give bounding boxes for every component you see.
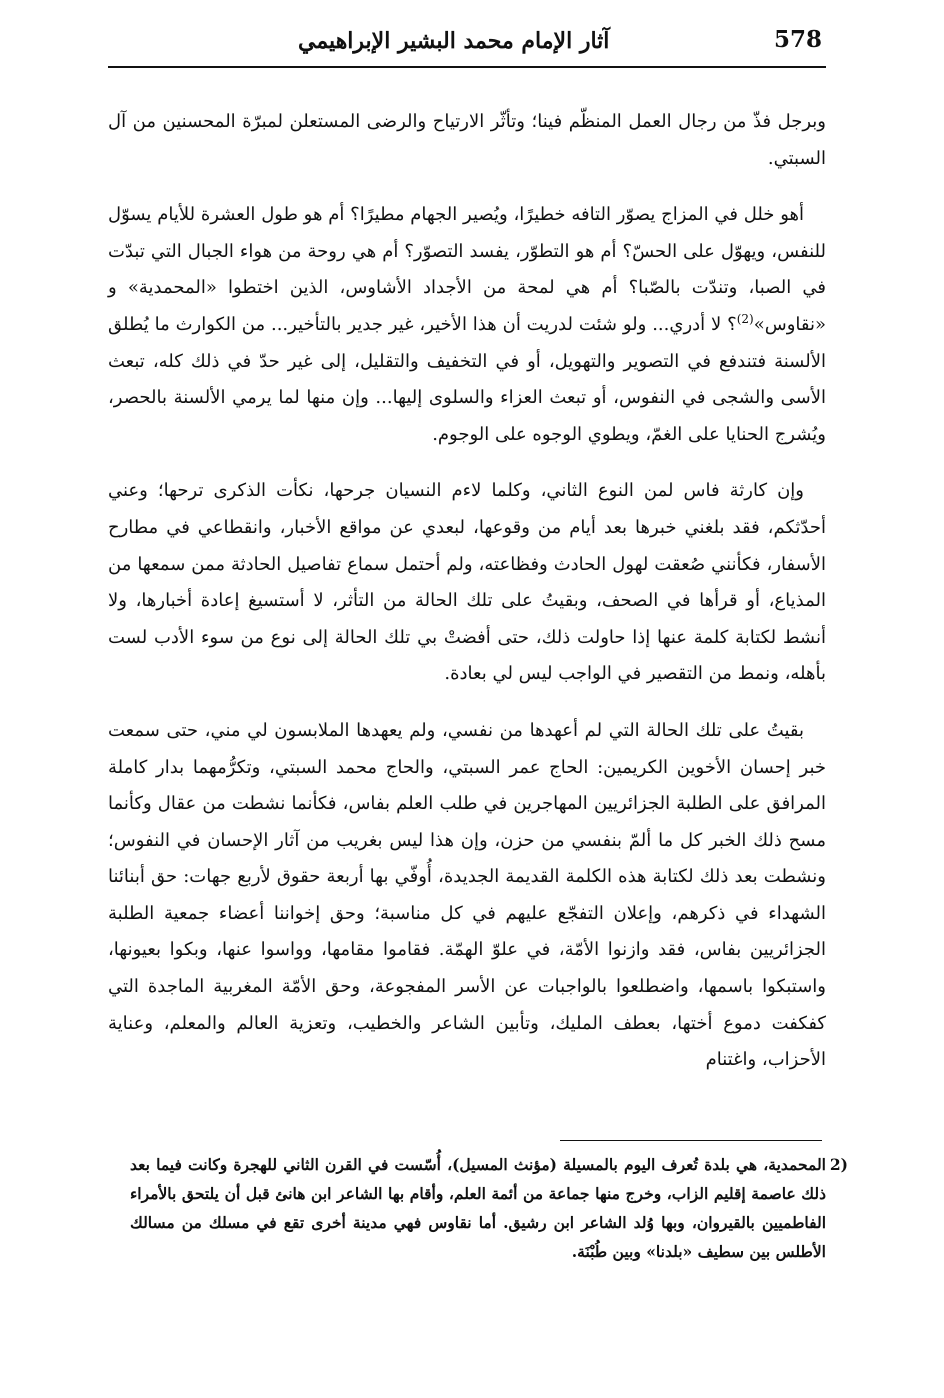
main-text: [108, 104, 826, 1079]
footnote-reference[interactable]: (2): [736, 311, 754, 326]
footnote-text: المحمدية، هي بلدة تُعرف اليوم بالمسيلة (مؤنث المسيل)، أُسّست في القرن الثاني للهجرة وكانت فيما بعد ذلك عاصمة إقليم الزاب، وخرج منها جماعة من أئمة العلم، وأقام بها الشاعر ابن هانئ قبل أن يلتحق بالأمراء الفاطميين بالقيروان، وبها وُلد الشاعر ابن رشيق. أما نقاوس فهي مدينة أخرى تقع في مسلك من مسالك الأطلس بين سطيف «بلدنا» وبين طُبْنَة.: [130, 1155, 826, 1261]
page-number: 578: [773, 26, 822, 53]
paragraph-2-part-1: أهو خلل في المزاج يصوّر التافه خطيرًا، ويُصير الجهام مطيرًا؟ أم هو طول العشرة للأيام يسوّل للنفس، ويهوّل على الحسّ؟ أم هو التطوّر، يفسد التصوّر؟ أم هي روحة من هواء الجبال التي تبدّت في الصبا، وتندّت بالصّبا؟ أم هي لمحة من الأجداد الأشاوس، الذين اختطوا «المحمدية» و «نقاوس»: [108, 204, 826, 335]
paragraph-1: وبرجل فذّ من رجال العمل المنظّم فينا؛ وتأثّر الارتياح والرضى المستعلن لمبرّة المحسنين من آل السبتي.: [108, 111, 826, 169]
footnote: [130, 1150, 848, 1266]
running-title: آثار الإمام محمد البشير الإبراهيمي: [298, 28, 610, 54]
footnote-number: 2): [829, 1155, 848, 1174]
page-header: [108, 22, 826, 68]
paragraph-4: بقيتُ على تلك الحالة التي لم أعهدها من نفسي، ولم يعهدها الملابسون لي مني، حتى سمعت خبر إحسان الأخوين الكريمين: الحاج عمر السبتي، والحاج محمد السبتي، وتكرُّمهما بدار كاملة المرافق على الطلبة الجزائريين المهاجرين في طلب العلم بفاس، فكأنما نشطت من عقال وكأنما مسح ذلك الخبر كل ما ألمّ بنفسي من حزن، وإن هذا ليس بغريب من آثار الإحسان في النفوس؛ ونشطت بعد ذلك لكتابة هذه الكلمة القديمة الجديدة، أُوفّي بها أربعة حقوق لأربع جهات: حق أبنائنا الشهداء في ذكرهم، وإعلان التفجّع عليهم في كل مناسبة؛ وحق إخواننا أعضاء جمعية الطلبة الجزائريين بفاس، فقد وازنوا الأمّة، في علوّ الهمّة. فقاموا مقامها، وواسوا عنها، وبكوا بعيونها، واستبكوا باسمها، واضطلعوا بالواجبات عن الأسر المفجوعة، وحق الأمّة المغربية الماجدة التي كفكفت دموع أختها، بعطف المليك، وتأبين الشاعر والخطيب، وتعزية العالم والمعلم، وعناية الأحزاب، واغتنام: [108, 719, 826, 1071]
paragraph-2-part-2: ؟ لا أدري... ولو شئت لدريت أن هذا الأخير، غير جدير بالتأخير... من الكوارث ما يُطلق الألسنة فتندفع في التصوير والتهويل، أو في التخفيف والتقليل، إلى غير حدّ في ذلك كله، تبعث الأسى والشجى في النفوس، أو تبعث العزاء والسلوى إليها... وإن منها لما يرمي الألسنة بالحصر، ويُشرج الحنايا على الغمّ، ويطوي الوجوه على الوجوم.: [108, 313, 826, 445]
footnote-divider: [560, 1140, 822, 1141]
paragraph-2: [108, 197, 826, 453]
paragraph-3: وإن كارثة فاس لمن النوع الثاني، وكلما لاءم النسيان جرحها، نكأت الذكرى ترحها؛ وعني أحدّثكم، فقد بلغني خبرها بعد أيام من وقوعها، لبعدي عن مواقع الأخبار، وانقطاعي في مطارح الأسفار، فكأنني صُعقت لهول الحادث وفظاعته، ولم أحتمل سماع تفاصيل الحادثة ممن سمعها من المذياع، أو قرأها في الصحف، وبقيتُ على تلك الحالة من التأثر، لا أستسيغ إعادة أخبارها، ولا أنشط لكتابة كلمة عنها إذا حاولت ذلك، حتى أفضتْ بي تلك الحالة إلى نوع من سوء الأدب لست بأهله، ونمط من التقصير في الواجب ليس لي بعادة.: [108, 480, 826, 685]
